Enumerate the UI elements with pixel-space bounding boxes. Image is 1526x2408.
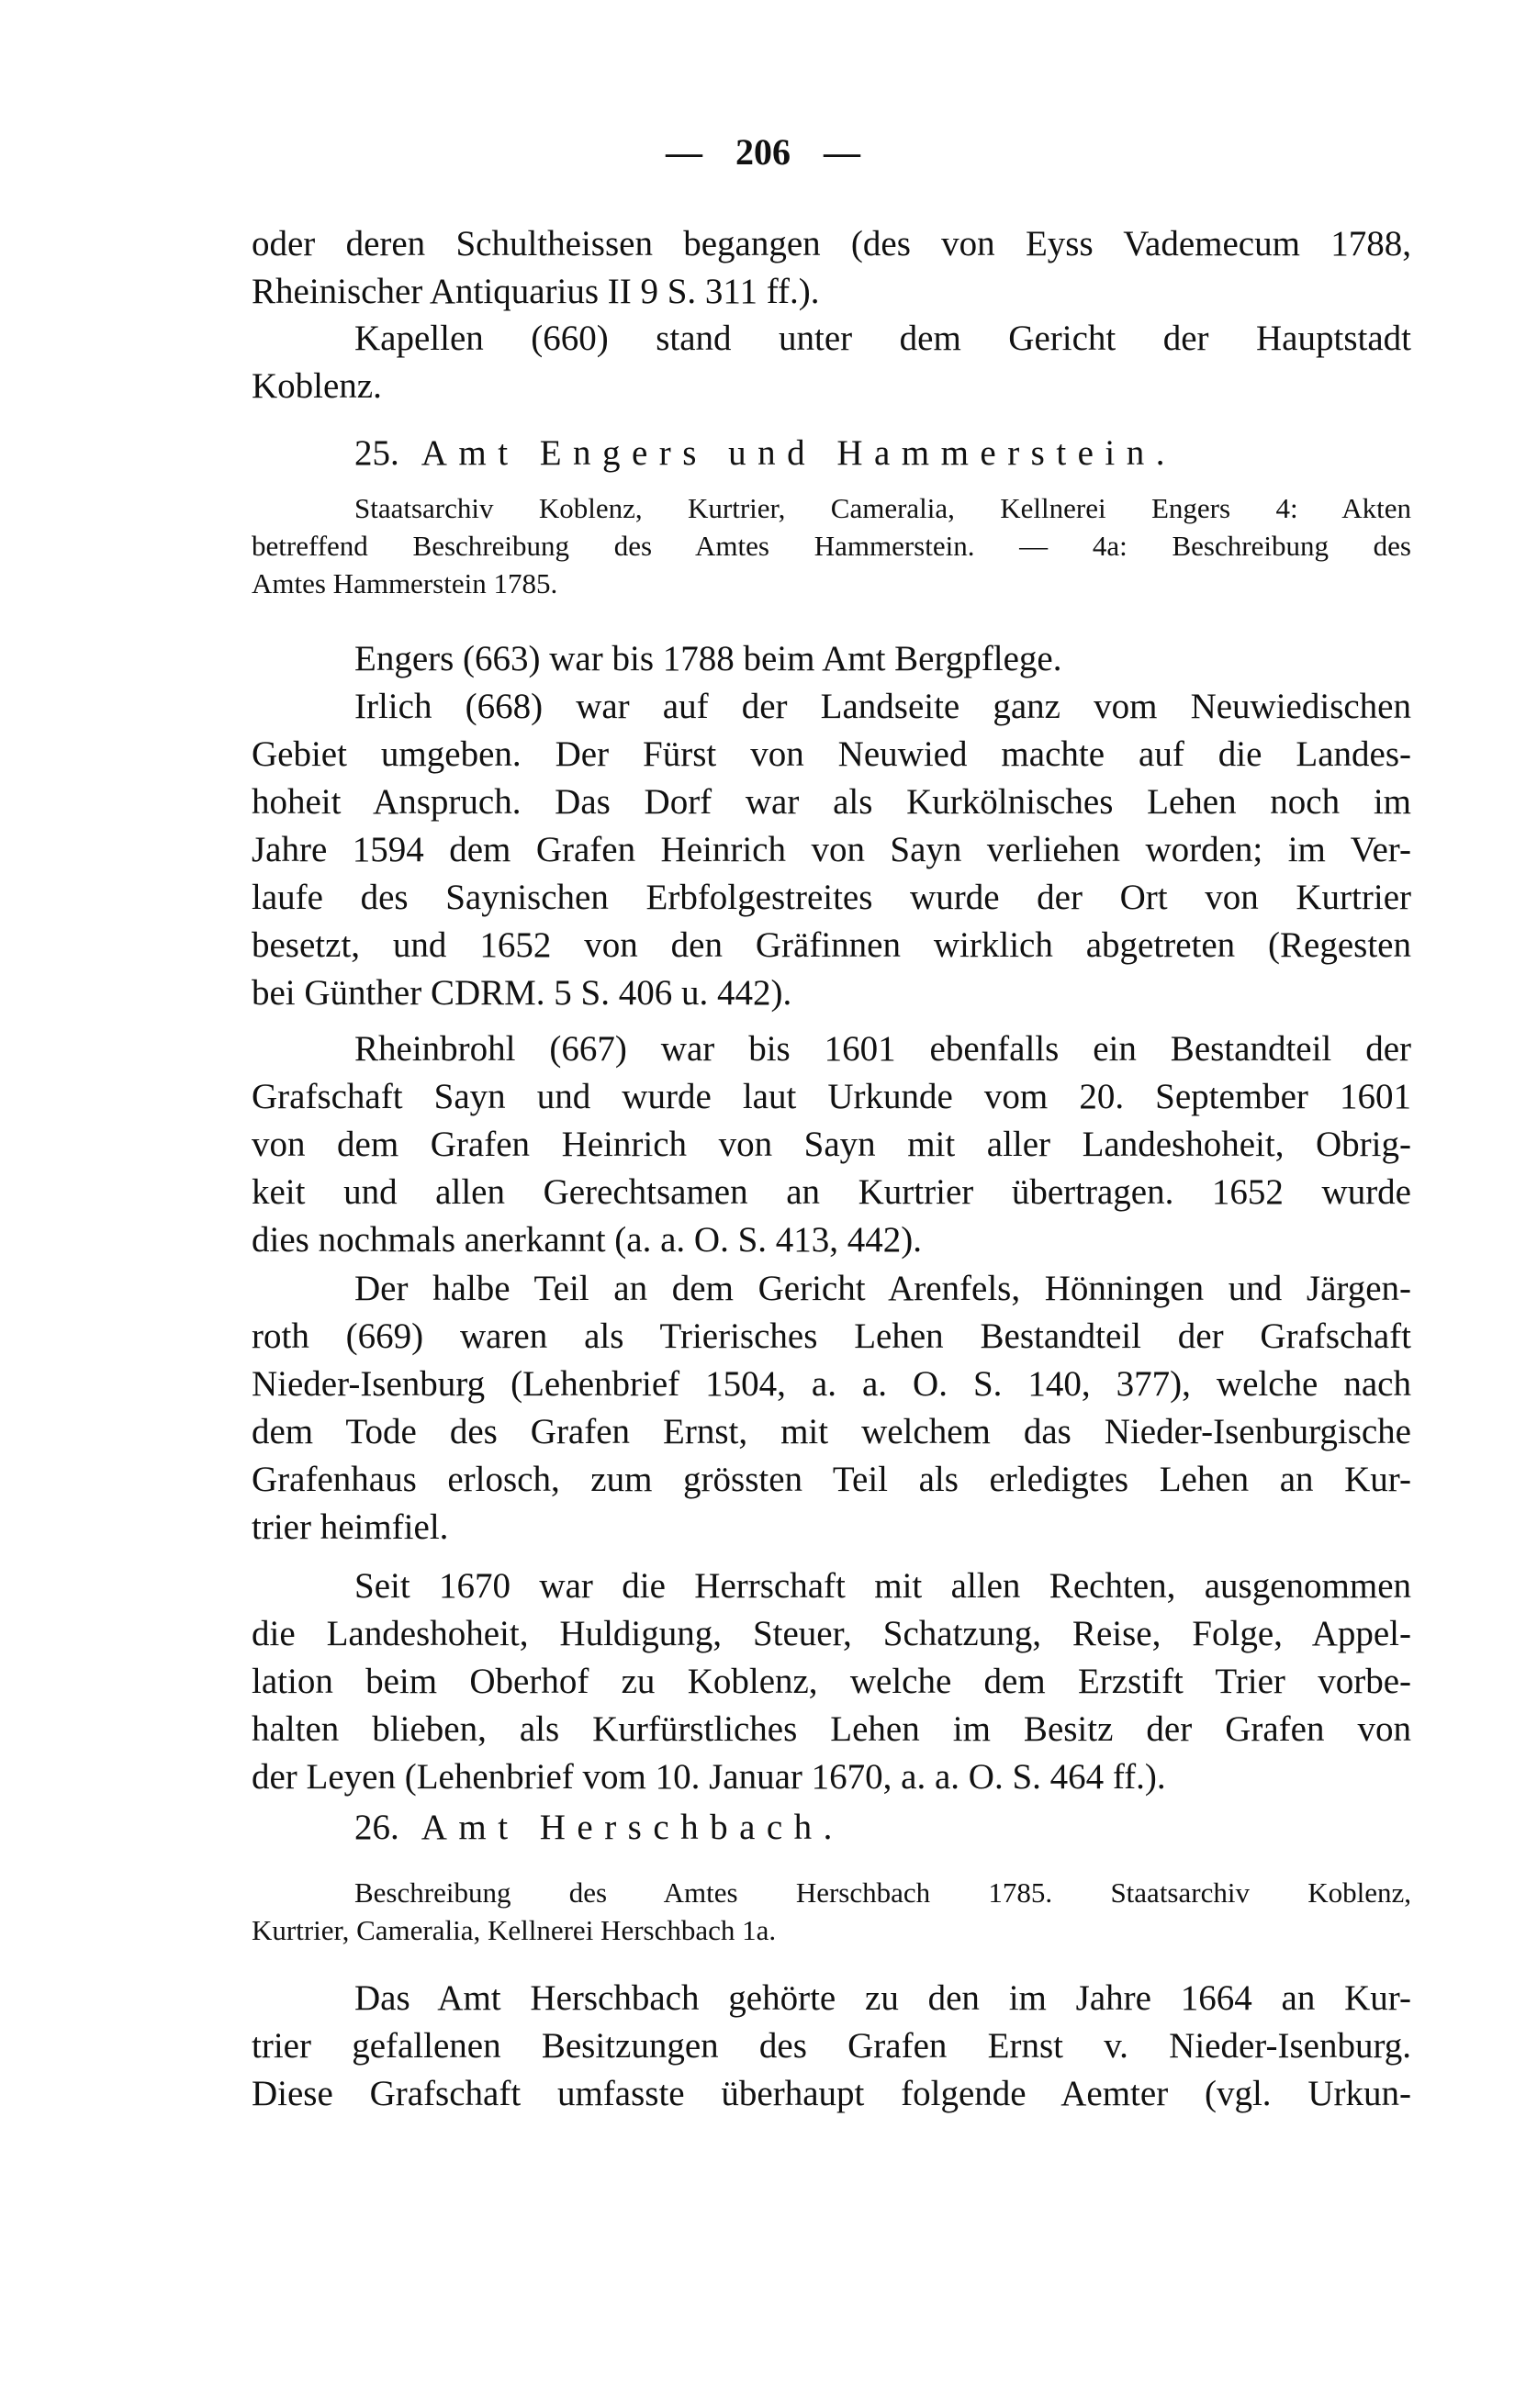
text-line: Rheinischer Antiquarius II 9 S. 311 ff.). (252, 272, 820, 311)
text-line: Kapellen (660) stand unter dem Gericht der Hauptstadt (354, 319, 1411, 358)
paragraph-engers (252, 635, 1411, 683)
text-line: Staatsarchiv Koblenz, Kurtrier, Cameralia, Kellnerei Engers 4: Akten (354, 492, 1411, 524)
section-heading-25 (354, 430, 1176, 477)
text-line: Der halbe Teil an dem Gericht Arenfels, Hönningen und Järgen- (354, 1269, 1411, 1308)
text-line: Seit 1670 war die Herrschaft mit allen Rechten, ausgenommen (354, 1566, 1411, 1606)
text-line: die Landeshoheit, Huldigung, Steuer, Schatzung, Reise, Folge, Appel- (252, 1614, 1411, 1653)
paragraph-schultheissen (252, 220, 1411, 316)
text-line: Diese Grafschaft umfasste überhaupt folgende Aemter (vgl. Urkun- (252, 2074, 1411, 2113)
text-line: halten blieben, als Kurfürstliches Lehen im Besitz der Grafen von (252, 1709, 1411, 1749)
text-line: Amtes Hammerstein 1785. (252, 567, 558, 599)
text-line: von dem Grafen Heinrich von Sayn mit aller Landeshoheit, Obrig- (252, 1125, 1411, 1164)
page-number (0, 129, 1526, 176)
text-line: Engers (663) war bis 1788 beim Amt Bergpflege. (354, 639, 1062, 678)
source-note-herschbach (252, 1874, 1411, 1949)
text-line: keit und allen Gerechtsamen an Kurtrier übertragen. 1652 wurde (252, 1172, 1411, 1212)
text-line: oder deren Schultheissen begangen (des von Eyss Vademecum 1788, (252, 224, 1411, 263)
text-line: der Leyen (Lehenbrief vom 10. Januar 1670, a. a. O. S. 464 ff.). (252, 1757, 1166, 1797)
paragraph-herschbach (252, 1975, 1411, 2118)
text-line: Grafschaft Sayn und wurde laut Urkunde vom 20. September 1601 (252, 1077, 1411, 1116)
paragraph-irlich (252, 683, 1411, 1017)
text-line: Jahre 1594 dem Grafen Heinrich von Sayn verliehen worden; im Ver- (252, 830, 1411, 869)
text-line: besetzt, und 1652 von den Gräfinnen wirklich abgetreten (Regesten (252, 925, 1411, 965)
page-number-value: 206 (735, 131, 791, 173)
text-line: lation beim Oberhof zu Koblenz, welche dem Erzstift Trier vorbe- (252, 1662, 1411, 1701)
page-number-dash-left: — (666, 131, 702, 173)
text-line: Rheinbrohl (667) war bis 1601 ebenfalls ein Bestandteil der (354, 1029, 1411, 1069)
text-line: dem Tode des Grafen Ernst, mit welchem das Nieder-Isenburgische (252, 1412, 1411, 1451)
text-line: trier gefallenen Besitzungen des Grafen Ernst v. Nieder-Isenburg. (252, 2026, 1411, 2066)
text-line: dies nochmals anerkannt (a. a. O. S. 413, 442). (252, 1220, 922, 1260)
paragraph-rheinbrohl (252, 1025, 1411, 1264)
section-number: 25. (354, 433, 399, 473)
text-line: laufe des Saynischen Erbfolgestreites wurde der Ort von Kurtrier (252, 878, 1411, 917)
text-line: Koblenz. (252, 366, 382, 406)
text-line: betreffend Beschreibung des Amtes Hammerstein. — 4a: Beschreibung des (252, 530, 1411, 562)
text-line: Irlich (668) war auf der Landseite ganz vom Neuwiedischen (354, 687, 1411, 726)
text-line: Gebiet umgeben. Der Fürst von Neuwied machte auf die Landes- (252, 734, 1411, 774)
text-line: roth (669) waren als Trierisches Lehen Bestandteil der Grafschaft (252, 1316, 1411, 1356)
text-line: Beschreibung des Amtes Herschbach 1785. Staatsarchiv Koblenz, (354, 1876, 1411, 1909)
paragraph-kapellen (252, 315, 1411, 410)
section-heading-26 (354, 1804, 844, 1852)
page-number-dash-right: — (824, 131, 860, 173)
paragraph-herrschaft (252, 1562, 1411, 1801)
text-line: Kurtrier, Cameralia, Kellnerei Herschbach 1a. (252, 1914, 777, 1946)
section-number: 26. (354, 1808, 399, 1847)
paragraph-arenfels (252, 1265, 1411, 1551)
text-line: bei Günther CDRM. 5 S. 406 u. 442). (252, 973, 792, 1013)
text-line: Das Amt Herschbach gehörte zu den im Jahre 1664 an Kur- (354, 1978, 1411, 2018)
section-title: Amt Engers und Hammerstein. (421, 433, 1176, 473)
text-line: hoheit Anspruch. Das Dorf war als Kurkölnisches Lehen noch im (252, 782, 1411, 822)
text-line: Grafenhaus erlosch, zum grössten Teil als erledigtes Lehen an Kur- (252, 1460, 1411, 1499)
source-note-engers (252, 489, 1411, 602)
text-line: trier heimfiel. (252, 1507, 449, 1547)
text-line: Nieder-Isenburg (Lehenbrief 1504, a. a. O. S. 140, 377), welche nach (252, 1364, 1411, 1404)
section-title: Amt Herschbach. (421, 1808, 844, 1847)
